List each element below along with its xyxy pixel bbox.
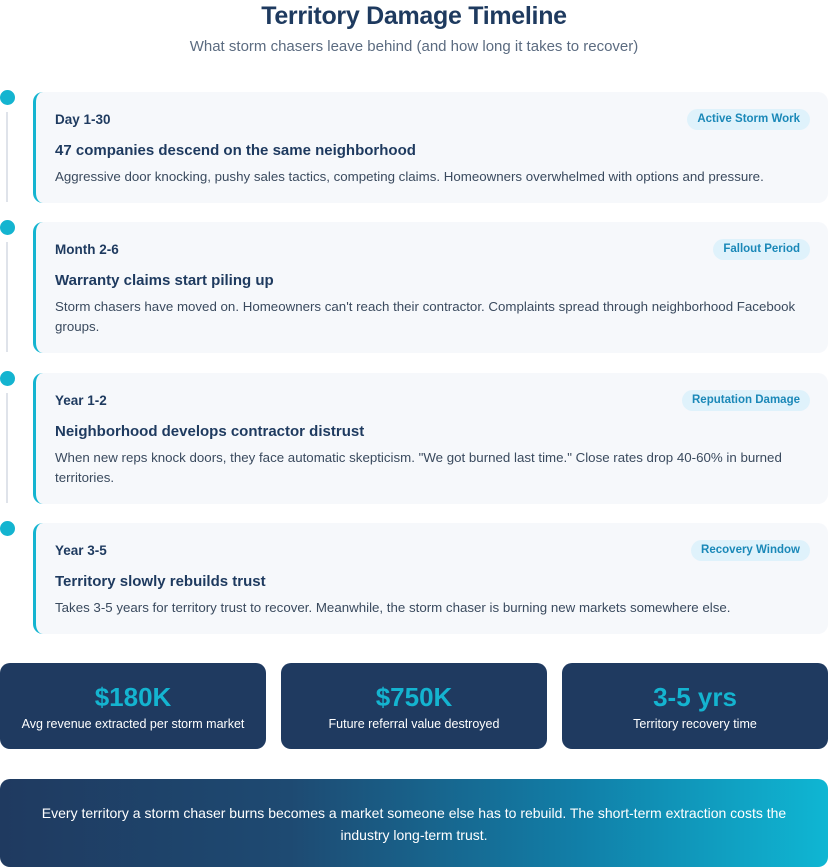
timeline-heading: Territory slowly rebuilds trust [55,573,266,590]
stat-value: $750K [375,682,453,712]
phase-badge: Fallout Period [713,239,810,260]
timeline-dot [0,371,15,386]
stat-value: $180K [94,682,172,712]
timeline-description: Takes 3-5 years for territory trust to recover. Meanwhile, the storm chaser is burning new markets somewhere else. [55,600,731,615]
page-title: Territory Damage Timeline [261,2,567,30]
timeline-card [33,222,828,353]
timeline-period: Year 3-5 [55,543,107,558]
stat-label: Avg revenue extracted per storm market [21,717,245,731]
phase-badge: Active Storm Work [687,109,810,130]
timeline-connector [6,393,8,503]
timeline-card [33,373,828,504]
timeline-card [33,92,828,203]
stat-card [281,663,547,749]
timeline-dot [0,90,15,105]
page-subtitle: What storm chasers leave behind (and how long it takes to recover) [189,38,639,55]
stats-row [0,663,828,749]
timeline-heading: Neighborhood develops contractor distrust [55,423,365,440]
timeline-card [33,523,828,634]
timeline-period: Year 1-2 [55,393,107,408]
timeline-dot [0,220,15,235]
phase-badge: Recovery Window [691,540,810,561]
timeline-connector [6,112,8,202]
stat-label: Future referral value destroyed [328,717,500,731]
timeline-heading: Warranty claims start piling up [55,272,274,289]
timeline-dot [0,521,15,536]
phase-badge: Reputation Damage [682,390,810,411]
stat-label: Territory recovery time [633,717,757,731]
stat-card [562,663,828,749]
timeline-description: Aggressive door knocking, pushy sales tactics, competing claims. Homeowners overwhelmed with options and pressure. [55,169,764,184]
stat-card [0,663,266,749]
timeline-heading: 47 companies descend on the same neighborhood [55,142,416,159]
timeline-connector [6,242,8,352]
timeline-period: Month 2-6 [55,242,119,257]
stat-value: 3-5 yrs [653,682,737,712]
timeline-period: Day 1-30 [55,112,111,127]
timeline-description: Storm chasers have moved on. Homeowners can't reach their contractor. Complaints spread through neighborhood Facebook groups. [55,299,796,334]
footer-callout: Every territory a storm chaser burns becomes a market someone else has to rebuild. The short-term extraction costs the industry long-term trust. [0,779,828,867]
timeline-description: When new reps knock doors, they face automatic skepticism. "We got burned last time." Close rates drop 40-60% in burned territories. [55,450,782,485]
